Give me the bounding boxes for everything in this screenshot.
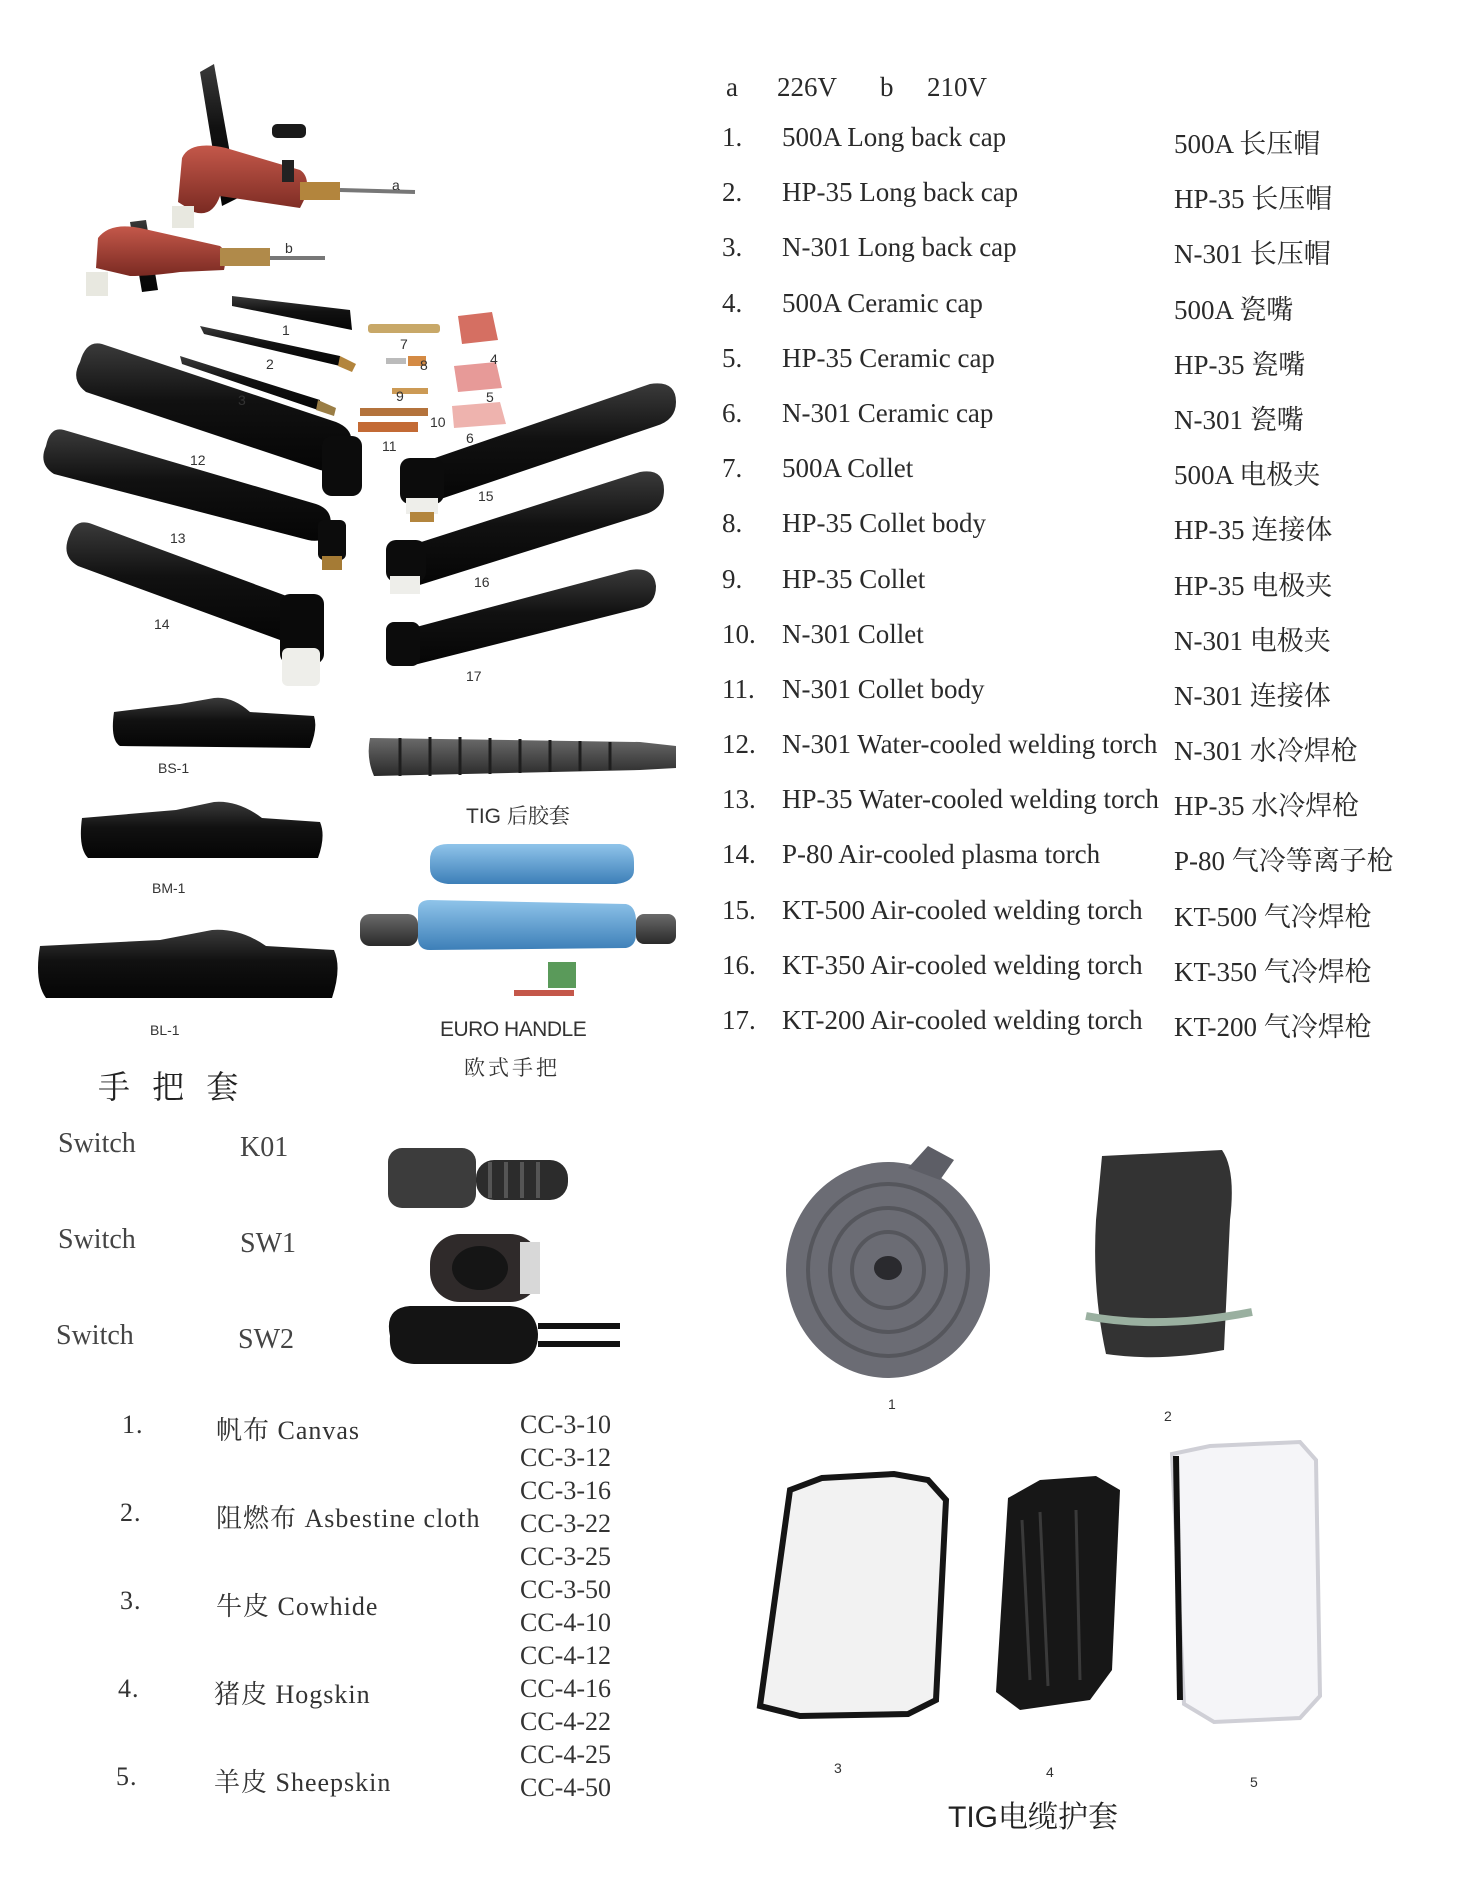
part-name-en: P-80 Air-cooled plasma torch bbox=[782, 839, 1101, 870]
part-name-cn: HP-35 连接体 bbox=[1174, 515, 1333, 546]
part-name-en: 500A Long back cap bbox=[782, 122, 1007, 152]
part-name-cn: HP-35 长压帽 bbox=[1174, 184, 1333, 215]
code-item: CC-3-50 bbox=[520, 1575, 611, 1604]
part-number: 5. bbox=[722, 342, 743, 373]
part-name-en: HP-35 Long back cap bbox=[782, 177, 1019, 208]
voltage-a-value: 226V bbox=[777, 72, 837, 102]
code-item: CC-4-12 bbox=[520, 1641, 611, 1670]
part-name-en: N-301 Long back cap bbox=[782, 232, 1017, 263]
part-name-cn: N-301 水冷焊枪 bbox=[1174, 736, 1358, 767]
cable-cover-2-label: 2 bbox=[1164, 1408, 1172, 1424]
part-name-en: HP-35 Collet body bbox=[782, 508, 987, 539]
cable-cover-black-icon bbox=[996, 1476, 1120, 1710]
voltage-b-label: b bbox=[880, 72, 894, 102]
part-name-en: KT-500 Air-cooled welding torch bbox=[782, 894, 1143, 925]
cable-cover-1-label: 1 bbox=[888, 1396, 896, 1412]
handle-cover-title: 手 把 套 bbox=[98, 1068, 245, 1106]
parts-list bbox=[722, 72, 1422, 1060]
part-row bbox=[722, 398, 1422, 453]
switches-illustration bbox=[370, 1130, 630, 1380]
label-6: 6 bbox=[466, 430, 474, 446]
part-number: 13. bbox=[722, 784, 756, 815]
part-number: 15. bbox=[722, 894, 756, 925]
switch-sw2-icon bbox=[389, 1306, 620, 1364]
code-item: CC-3-25 bbox=[520, 1542, 611, 1571]
cable-cover-3-label: 3 bbox=[834, 1760, 842, 1776]
label-b: b bbox=[285, 240, 293, 256]
part-number: 14. bbox=[722, 839, 756, 870]
part-number: 6. bbox=[722, 397, 743, 428]
part-name-en: HP-35 Collet bbox=[782, 563, 926, 594]
switch-sw1-icon bbox=[430, 1234, 540, 1302]
part-name-cn: KT-350 气冷焊枪 bbox=[1174, 956, 1372, 987]
euro-handle-label-cn: 欧式手把 bbox=[464, 1057, 560, 1080]
part-name-en: N-301 Water-cooled welding torch bbox=[782, 729, 1158, 760]
part-row bbox=[722, 564, 1422, 619]
part-row bbox=[722, 122, 1422, 177]
part-number: 8. bbox=[722, 508, 743, 539]
code-item: CC-4-50 bbox=[520, 1773, 611, 1802]
code-item: CC-4-10 bbox=[520, 1608, 611, 1637]
part-name-en: HP-35 Water-cooled welding torch bbox=[782, 784, 1159, 815]
part-row bbox=[722, 895, 1422, 950]
handle-cover-bl-icon bbox=[38, 930, 338, 998]
label-4: 4 bbox=[490, 351, 498, 367]
part-number: 11. bbox=[722, 673, 755, 704]
part-number: 4. bbox=[722, 287, 743, 318]
label-3: 3 bbox=[238, 392, 246, 408]
part-row bbox=[722, 619, 1422, 674]
part-name-cn: N-301 电极夹 bbox=[1174, 625, 1331, 656]
euro-handle-icon bbox=[360, 844, 676, 996]
part-row bbox=[722, 288, 1422, 343]
part-number: 17. bbox=[722, 1005, 756, 1035]
part-name-cn: HP-35 瓷嘴 bbox=[1174, 349, 1306, 380]
switch-label: Switch bbox=[56, 1320, 134, 1351]
handle-cover-bl-label: BL-1 bbox=[150, 1022, 180, 1038]
part-row bbox=[722, 950, 1422, 1005]
voltage-a-label: a bbox=[726, 72, 738, 102]
part-name-cn: N-301 瓷嘴 bbox=[1174, 404, 1304, 435]
cable-cover-bag-icon bbox=[1086, 1150, 1252, 1357]
part-number: 2. bbox=[722, 177, 743, 208]
label-17: 17 bbox=[466, 668, 482, 684]
part-name-cn: HP-35 电极夹 bbox=[1174, 570, 1333, 601]
part-name-cn: N-301 长压帽 bbox=[1174, 239, 1331, 270]
material-number: 5. bbox=[116, 1762, 138, 1791]
label-2: 2 bbox=[266, 356, 274, 372]
part-name-cn: N-301 连接体 bbox=[1174, 680, 1331, 711]
label-9: 9 bbox=[396, 388, 404, 404]
part-number: 1. bbox=[722, 122, 743, 152]
part-row bbox=[722, 453, 1422, 508]
torch-parts-illustration bbox=[0, 0, 700, 1080]
switch-model: K01 bbox=[240, 1132, 289, 1163]
label-13: 13 bbox=[170, 530, 186, 546]
welding-torch-17-icon bbox=[386, 569, 656, 666]
label-a: a bbox=[392, 177, 400, 193]
part-number: 12. bbox=[722, 729, 756, 760]
part-name-en: 500A Collet bbox=[782, 453, 914, 484]
cable-cover-roll-icon bbox=[786, 1146, 990, 1378]
material-name: 猪皮 Hogskin bbox=[214, 1680, 371, 1709]
part-name-cn: 500A 长压帽 bbox=[1174, 129, 1321, 159]
part-name-en: 500A Ceramic cap bbox=[782, 287, 983, 318]
label-14: 14 bbox=[154, 616, 170, 632]
part-number: 16. bbox=[722, 949, 756, 980]
handle-cover-bm-label: BM-1 bbox=[152, 880, 186, 896]
collet-icon bbox=[358, 324, 440, 432]
torch-b-icon bbox=[86, 220, 325, 296]
material-number: 2. bbox=[120, 1498, 142, 1527]
part-name-cn: P-80 气冷等离子枪 bbox=[1174, 846, 1394, 877]
part-row bbox=[722, 177, 1422, 232]
tig-back-sleeve-icon bbox=[369, 737, 676, 776]
cable-cover-4-label: 4 bbox=[1046, 1764, 1054, 1780]
part-name-en: N-301 Ceramic cap bbox=[782, 397, 994, 428]
part-number: 9. bbox=[722, 563, 743, 594]
part-name-cn: KT-500 气冷焊枪 bbox=[1174, 901, 1372, 932]
code-list bbox=[520, 1408, 611, 1804]
plasma-torch-14-icon bbox=[66, 522, 324, 686]
label-15: 15 bbox=[478, 488, 494, 504]
switch-model: SW1 bbox=[240, 1228, 296, 1259]
euro-handle-label: EURO HANDLE bbox=[440, 1018, 587, 1041]
label-16: 16 bbox=[474, 574, 490, 590]
code-item: CC-3-12 bbox=[520, 1443, 611, 1472]
handle-cover-bm-icon bbox=[81, 802, 323, 858]
code-item: CC-3-22 bbox=[520, 1509, 611, 1538]
part-name-cn: KT-200 气冷焊枪 bbox=[1174, 1012, 1372, 1042]
label-7: 7 bbox=[400, 336, 408, 352]
code-item: CC-4-22 bbox=[520, 1707, 611, 1736]
label-10: 10 bbox=[430, 414, 446, 430]
switch-label: Switch bbox=[58, 1128, 136, 1159]
part-name-cn: 500A 瓷嘴 bbox=[1174, 294, 1294, 325]
material-number: 4. bbox=[118, 1674, 140, 1703]
label-5: 5 bbox=[486, 389, 494, 405]
part-name-en: KT-350 Air-cooled welding torch bbox=[782, 949, 1143, 980]
cable-cover-white-tall-icon bbox=[1172, 1442, 1320, 1722]
cable-cover-title: TIG电缆护套 bbox=[948, 1801, 1118, 1834]
cable-cover-5-label: 5 bbox=[1250, 1774, 1258, 1790]
material-name: 羊皮 Sheepskin bbox=[214, 1768, 392, 1797]
code-item: CC-3-16 bbox=[520, 1476, 611, 1505]
part-number: 3. bbox=[722, 232, 743, 263]
voltage-b-value: 210V bbox=[927, 72, 987, 102]
switch-label: Switch bbox=[58, 1224, 136, 1255]
part-row bbox=[722, 729, 1422, 784]
material-number: 3. bbox=[120, 1586, 142, 1615]
part-name-cn: 500A 电极夹 bbox=[1174, 460, 1321, 491]
part-row bbox=[722, 232, 1422, 287]
torch-a-icon bbox=[172, 64, 415, 228]
ceramic-cap-icon bbox=[452, 312, 506, 428]
part-row bbox=[722, 784, 1422, 839]
code-item: CC-3-10 bbox=[520, 1410, 611, 1439]
material-name: 帆布 Canvas bbox=[216, 1416, 361, 1445]
code-item: CC-4-16 bbox=[520, 1674, 611, 1703]
part-row bbox=[722, 343, 1422, 398]
handle-cover-bs-icon bbox=[113, 698, 315, 748]
part-row bbox=[722, 839, 1422, 894]
material-number: 1. bbox=[122, 1410, 144, 1439]
cable-cover-illustration bbox=[740, 1140, 1360, 1780]
part-name-en: N-301 Collet body bbox=[782, 673, 985, 704]
tig-back-sleeve-label: TIG 后胶套 bbox=[466, 805, 570, 828]
switch-model: SW2 bbox=[238, 1324, 294, 1355]
material-name: 阻燃布 Asbestine cloth bbox=[216, 1504, 481, 1533]
part-name-cn: HP-35 水冷焊枪 bbox=[1174, 791, 1360, 822]
part-name-en: HP-35 Ceramic cap bbox=[782, 342, 995, 373]
part-number: 10. bbox=[722, 618, 756, 649]
switch-k01-icon bbox=[388, 1148, 568, 1208]
label-11: 11 bbox=[382, 438, 397, 454]
part-row bbox=[722, 508, 1422, 563]
code-item: CC-4-25 bbox=[520, 1740, 611, 1769]
part-number: 7. bbox=[722, 453, 743, 484]
label-8: 8 bbox=[420, 357, 428, 373]
label-1: 1 bbox=[282, 322, 290, 338]
material-name: 牛皮 Cowhide bbox=[216, 1592, 379, 1621]
part-row bbox=[722, 674, 1422, 729]
part-name-en: KT-200 Air-cooled welding torch bbox=[782, 1005, 1143, 1035]
voltage-row bbox=[722, 72, 1422, 122]
cable-cover-white-icon bbox=[760, 1474, 946, 1716]
label-12: 12 bbox=[190, 452, 206, 468]
handle-cover-bs-label: BS-1 bbox=[158, 760, 190, 776]
part-name-en: N-301 Collet bbox=[782, 618, 924, 649]
part-row bbox=[722, 1005, 1422, 1060]
